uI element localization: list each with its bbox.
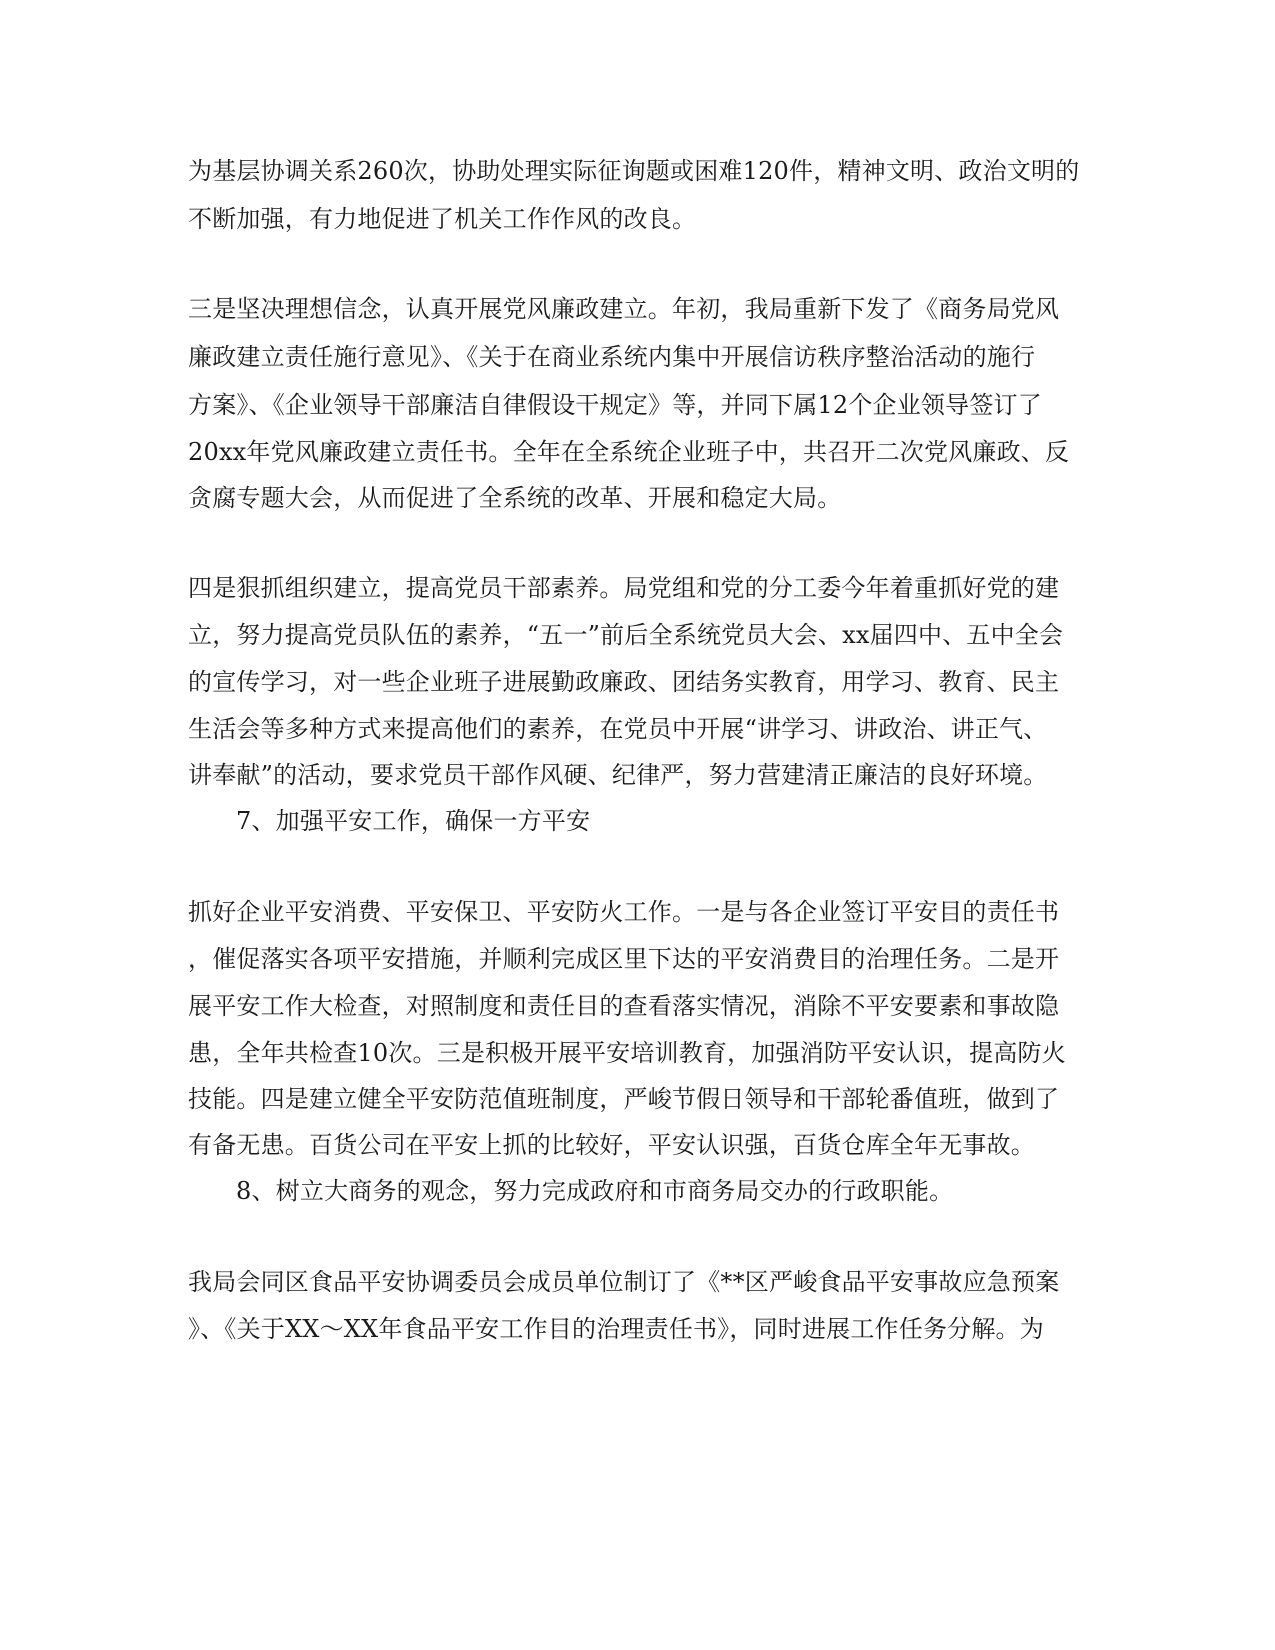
paragraph-4-line-3: 展平安工作大检查，对照制度和责任目的查看落实情况，消除不平安要素和事故隐 [188,992,1060,1020]
paragraph-2-line-5: 贪腐专题大会，从而促进了全系统的改革、开展和稳定大局。 [188,484,842,512]
paragraph-4-line-6: 有备无患。百货公司在平安上抓的比较好，平安认识强，百货仓库全年无事故。 [188,1131,1035,1159]
paragraph-4-line-2: ，催促落实各项平安措施，并顺利完成区里下达的平安消费目的治理任务。二是开 [188,945,1060,973]
paragraph-4-line-1: 抓好企业平安消费、平安保卫、平安防火工作。一是与各企业签订平安目的责任书 [188,898,1060,926]
paragraph-3-line-3: 的宣传学习，对一些企业班子进展勤政廉政、团结务实教育，用学习、教育、民主 [188,668,1060,696]
paragraph-4-line-5: 技能。四是建立健全平安防范值班制度，严峻节假日领导和干部轮番值班，做到了 [188,1085,1060,1113]
paragraph-3-line-1: 四是狠抓组织建立，提高党员干部素养。局党组和党的分工委今年着重抓好党的建 [188,574,1060,602]
paragraph-2-line-3: 方案》、《企业领导干部廉洁自律假设干规定》等，并同下属12个企业领导签订了 [188,391,1042,419]
section-heading-8: 8、树立大商务的观念，努力完成政府和市商务局交办的行政职能。 [236,1177,954,1205]
paragraph-5-line-2: 》、《关于XX～XX年食品平安工作目的治理责任书》，同时进展工作任务分解。为 [188,1315,1044,1343]
section-heading-7: 7、加强平安工作，确保一方平安 [236,807,591,835]
paragraph-2-line-2: 廉政建立责任施行意见》、《关于在商业系统内集中开展信访秩序整治活动的施行 [188,343,1036,371]
paragraph-2-line-4: 20xx年党风廉政建立责任书。全年在全系统企业班子中，共召开二次党风廉政、反 [188,438,1070,466]
paragraph-3-line-2: 立，努力提高党员队伍的素养，“五一”前后全系统党员大会、xx届四中、五中全会 [188,621,1064,649]
paragraph-1-line-1: 为基层协调关系260次，协助处理实际征询题或困难120件，精神文明、政治文明的 [188,157,1080,185]
paragraph-4-line-4: 患，全年共检查10次。三是积极开展平安培训教育，加强消防平安认识，提高防火 [188,1039,1066,1067]
paragraph-3-line-5: 讲奉献”的活动，要求党员干部作风硬、纪律严，努力营建清正廉洁的良好环境。 [188,761,1048,789]
paragraph-2-line-1: 三是坚决理想信念，认真开展党风廉政建立。年初，我局重新下发了《商务局党风 [188,295,1060,323]
paragraph-5-line-1: 我局会同区食品平安协调委员会成员单位制订了《**区严峻食品平安事故应急预案 [188,1268,1060,1296]
paragraph-1-line-2: 不断加强，有力地促进了机关工作作风的改良。 [188,205,697,233]
paragraph-3-line-4: 生活会等多种方式来提高他们的素养，在党员中开展“讲学习、讲政治、讲正气、 [188,715,1048,743]
